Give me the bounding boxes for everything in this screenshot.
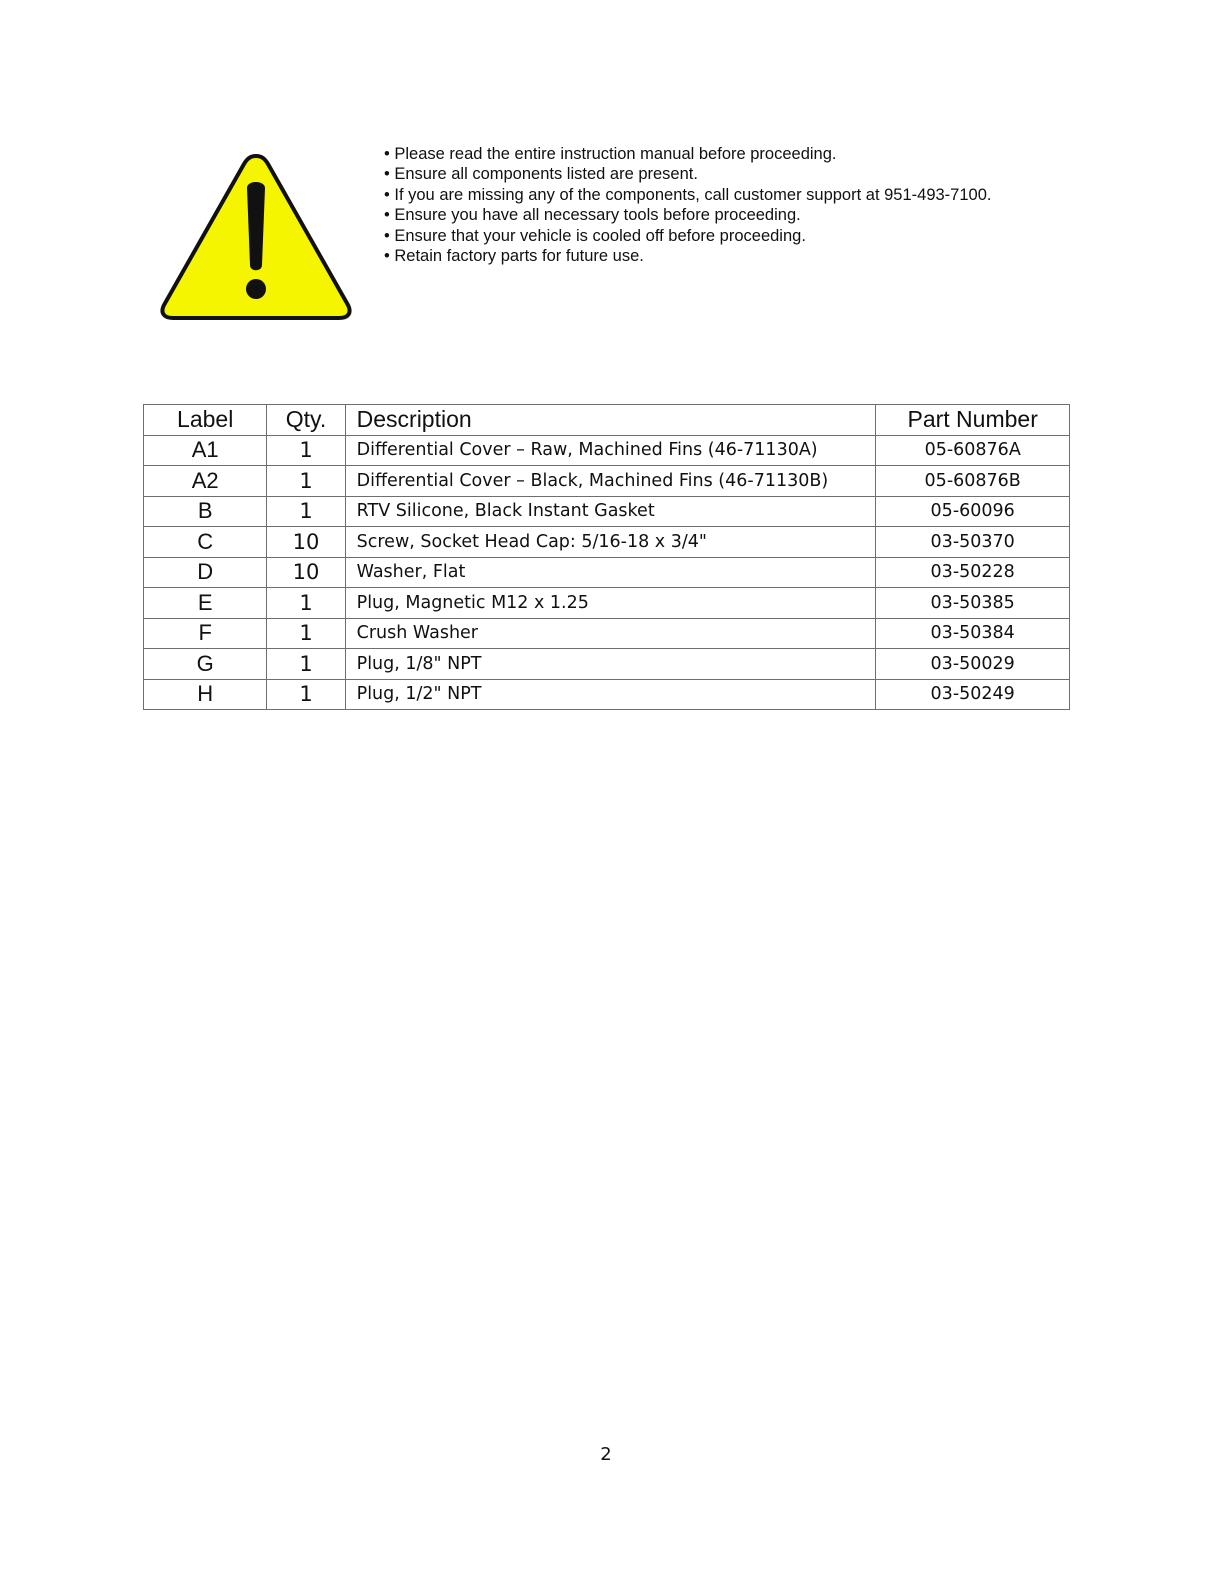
table-header-row	[144, 405, 1070, 436]
cell-qty: 1	[267, 588, 345, 619]
cell-qty: 10	[267, 527, 345, 558]
cell-qty: 1	[267, 435, 345, 466]
warning-notes-list	[384, 144, 991, 266]
cell-description: Screw, Socket Head Cap: 5/16-18 x 3/4"	[345, 527, 876, 558]
warning-note: • If you are missing any of the components, call customer support at 951-493-7100.	[384, 185, 991, 205]
cell-description: Plug, 1/2" NPT	[345, 679, 876, 710]
table-row	[144, 649, 1070, 680]
cell-label: A1	[144, 435, 267, 466]
cell-part-number: 03-50384	[876, 618, 1070, 649]
cell-part-number: 03-50228	[876, 557, 1070, 588]
table-row	[144, 496, 1070, 527]
cell-qty: 1	[267, 649, 345, 680]
cell-qty: 1	[267, 496, 345, 527]
table-row	[144, 557, 1070, 588]
cell-label: F	[144, 618, 267, 649]
cell-label: C	[144, 527, 267, 558]
warning-note: • Ensure all components listed are present.	[384, 164, 991, 184]
table-row	[144, 466, 1070, 497]
warning-note: • Ensure you have all necessary tools before proceeding.	[384, 205, 991, 225]
cell-label: G	[144, 649, 267, 680]
warning-triangle-icon	[158, 150, 354, 324]
cell-description: Differential Cover – Raw, Machined Fins (46-71130A)	[345, 435, 876, 466]
cell-label: D	[144, 557, 267, 588]
table-row	[144, 527, 1070, 558]
page-number: 2	[600, 1444, 612, 1465]
cell-label: A2	[144, 466, 267, 497]
cell-label: B	[144, 496, 267, 527]
table-row	[144, 679, 1070, 710]
header-part-number: Part Number	[876, 405, 1070, 436]
header-label: Label	[144, 405, 267, 436]
cell-part-number: 03-50029	[876, 649, 1070, 680]
table-row	[144, 588, 1070, 619]
cell-description: Plug, 1/8" NPT	[345, 649, 876, 680]
cell-description: RTV Silicone, Black Instant Gasket	[345, 496, 876, 527]
cell-part-number: 05-60096	[876, 496, 1070, 527]
parts-table	[143, 404, 1070, 710]
header-qty: Qty.	[267, 405, 345, 436]
cell-part-number: 03-50370	[876, 527, 1070, 558]
cell-part-number: 03-50385	[876, 588, 1070, 619]
cell-label: H	[144, 679, 267, 710]
cell-description: Differential Cover – Black, Machined Fins (46-71130B)	[345, 466, 876, 497]
cell-qty: 1	[267, 679, 345, 710]
warning-note: • Retain factory parts for future use.	[384, 246, 991, 266]
warning-note: • Please read the entire instruction manual before proceeding.	[384, 144, 991, 164]
cell-label: E	[144, 588, 267, 619]
cell-part-number: 05-60876A	[876, 435, 1070, 466]
cell-description: Crush Washer	[345, 618, 876, 649]
cell-qty: 10	[267, 557, 345, 588]
cell-part-number: 05-60876B	[876, 466, 1070, 497]
table-row	[144, 435, 1070, 466]
header-description: Description	[345, 405, 876, 436]
cell-qty: 1	[267, 618, 345, 649]
cell-qty: 1	[267, 466, 345, 497]
cell-description: Plug, Magnetic M12 x 1.25	[345, 588, 876, 619]
cell-description: Washer, Flat	[345, 557, 876, 588]
cell-part-number: 03-50249	[876, 679, 1070, 710]
warning-note: • Ensure that your vehicle is cooled off before proceeding.	[384, 226, 991, 246]
table-row	[144, 618, 1070, 649]
